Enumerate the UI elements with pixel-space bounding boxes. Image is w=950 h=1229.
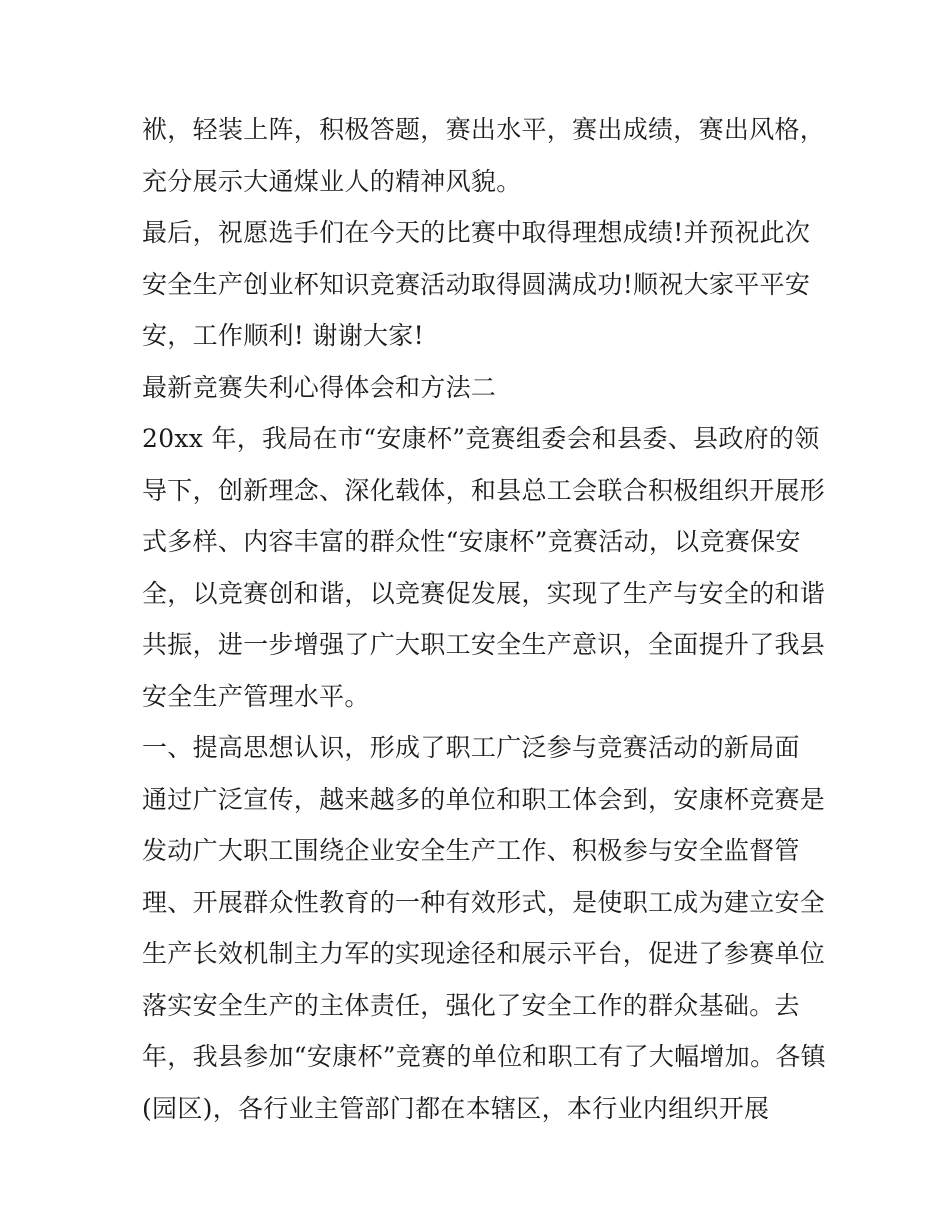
section-heading: 最新竞赛失利心得体会和方法二 bbox=[142, 372, 497, 402]
text-line: 落实安全生产的主体责任，强化了安全工作的群众基础。去 bbox=[142, 990, 800, 1020]
text-line: 理、开展群众性教育的一种有效形式，是使职工成为建立安全 bbox=[142, 887, 826, 917]
text-line: 安，工作顺利! 谢谢大家! bbox=[142, 321, 424, 350]
text-line: 安全生产创业杯知识竞赛活动取得圆满成功!顺祝大家平平安 bbox=[142, 269, 811, 299]
text-line: 导下，创新理念、深化载体，和县总工会联合积极组织开展形 bbox=[142, 475, 826, 505]
text-line: 袱，轻装上阵，积极答题，赛出水平，赛出成绩，赛出风格， bbox=[142, 115, 826, 144]
text-line: 通过广泛宣传，越来越多的单位和职工体会到，安康杯竞赛是 bbox=[142, 784, 826, 814]
text-line: 安全生产管理水平。 bbox=[142, 681, 370, 711]
text-line: 最后，祝愿选手们在今天的比赛中取得理想成绩!并预祝此次 bbox=[142, 218, 811, 247]
document-body bbox=[142, 104, 826, 1134]
text-line: 发动广大职工围绕企业安全生产工作、积极参与安全监督管 bbox=[142, 836, 800, 865]
text-line: 全，以竞赛创和谐，以竞赛促发展，实现了生产与安全的和谐 bbox=[142, 578, 826, 608]
text-line: 充分展示大通煤业人的精神风貌。 bbox=[142, 166, 522, 196]
text-line: 共振，进一步增强了广大职工安全生产意识，全面提升了我县 bbox=[142, 630, 826, 659]
text-line: 20xx 年，我局在市“安康杯”竞赛组委会和县委、县政府的领 bbox=[142, 424, 820, 453]
subsection-heading: 一、提高思想认识，形成了职工广泛参与竞赛活动的新局面 bbox=[142, 733, 800, 762]
text-line: 生产长效机制主力军的实现途径和展示平台，促进了参赛单位 bbox=[142, 939, 826, 968]
text-line: (园区)，各行业主管部门都在本辖区，本行业内组织开展 bbox=[142, 1093, 770, 1123]
text-line: 式多样、内容丰富的群众性“安康杯”竞赛活动，以竞赛保安 bbox=[142, 527, 801, 556]
text-line: 年，我县参加“安康杯”竞赛的单位和职工有了大幅增加。各镇 bbox=[142, 1042, 826, 1071]
